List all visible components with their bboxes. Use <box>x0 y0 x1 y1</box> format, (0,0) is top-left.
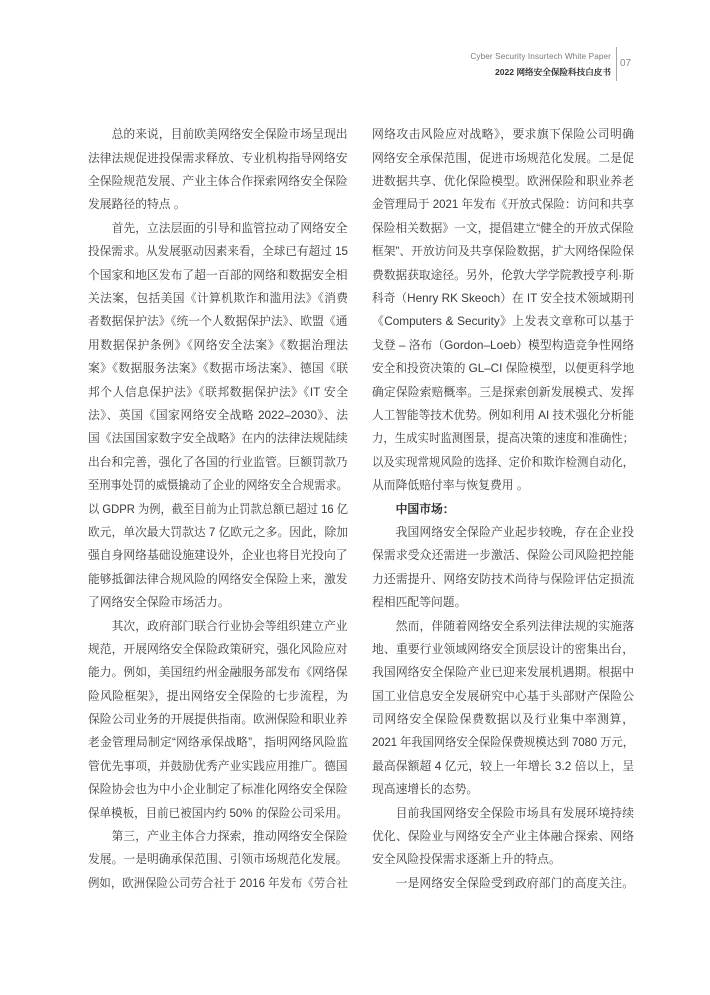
text-line <box>372 661 634 684</box>
text-line <box>372 123 634 146</box>
text-line <box>372 170 634 193</box>
text-line <box>372 544 634 567</box>
section-subheading <box>372 498 634 521</box>
line-text: 网络攻击风险应对战略》，要求旗下保险公司明确 <box>372 127 634 142</box>
line-text: 网络安全承保范围，促进市场规范化发展。二是促 <box>372 150 634 165</box>
running-header <box>470 51 611 79</box>
line-text: 科奇（Henry RK Skeoch）在 IT 安全技术领域期刊 <box>372 291 634 306</box>
text-line <box>372 591 634 614</box>
text-line <box>372 451 634 474</box>
line-text: 安全和投资决策的 GL–CI 保险模型，以便更科学地 <box>372 361 634 376</box>
text-line <box>372 287 634 310</box>
text-line <box>372 708 634 731</box>
text-line <box>88 217 348 240</box>
line-text: 金管理局于 2021 年发布《开放式保险：访问和共享 <box>372 197 634 212</box>
line-text: 投保需求。从发展驱动因素来看，全球已有超过 15 <box>88 244 348 259</box>
line-text: 目前我国网络安全保险市场具有发展环境持续 <box>395 805 634 820</box>
line-text: 进数据共享、优化保险模型。欧洲保险和职业养老 <box>372 174 634 189</box>
page-number: 07 <box>620 58 632 69</box>
line-text: 现高速增长的态势。 <box>372 782 479 797</box>
text-line <box>88 498 348 521</box>
text-line <box>88 755 348 778</box>
line-text: 司网络安全保险保费数据以及行业集中率测算， <box>372 712 634 727</box>
text-line <box>372 568 634 591</box>
text-line <box>372 193 634 216</box>
line-text: 最高保额超 4 亿元，较上一年增长 3.2 倍以上，呈 <box>372 758 634 773</box>
line-text: 欧元，单次最大罚款达 7 亿欧元之多。因此，除加 <box>88 524 348 539</box>
text-line <box>88 264 348 287</box>
line-text: 然而，伴随着网络安全系列法律法规的实施落 <box>395 618 634 633</box>
text-line <box>88 708 348 731</box>
line-text: 优化、保险业与网络安全产业主体融合探索、网络 <box>372 829 634 844</box>
text-line <box>88 661 348 684</box>
text-line <box>88 474 348 497</box>
text-line <box>88 381 348 404</box>
header-title-english: Cyber Security Insurtech White Paper <box>470 52 611 61</box>
text-line <box>88 591 348 614</box>
text-line <box>372 334 634 357</box>
line-text: 框架”、开放访问及共享保险数据，扩大网络保险保 <box>372 244 634 259</box>
text-line <box>88 778 348 801</box>
text-line <box>88 427 348 450</box>
text-line <box>372 825 634 848</box>
line-text: 出台和完善，强化了各国的行业监管。巨额罚款乃 <box>88 454 348 469</box>
paragraph <box>88 825 348 895</box>
line-text: 发展路径的特点 。 <box>88 197 186 212</box>
line-text: 力还需提升、网络安防技术尚待与保险评估定损流 <box>372 571 634 586</box>
right-column <box>372 123 634 895</box>
line-text: 管优先事项，并鼓励优秀产业实践应用推广。德国 <box>88 758 348 773</box>
text-line <box>372 615 634 638</box>
line-text: 能够抵御法律合规风险的网络安全保险上来，激发 <box>88 571 348 586</box>
text-line <box>372 848 634 871</box>
line-text: 以及实现常规风险的选择、定价和欺诈检测自动化， <box>372 454 634 469</box>
line-text: 一是网络安全保险受到政府部门的高度关注。 <box>395 875 634 890</box>
text-line <box>372 147 634 170</box>
text-line <box>88 334 348 357</box>
line-text: 关法案，包括美国《计算机欺诈和滥用法》《消费 <box>88 291 348 306</box>
line-text: 地、重要行业领域网络安全顶层设计的密集出台， <box>372 641 634 656</box>
text-line <box>88 848 348 871</box>
line-text: 人工智能等技术优势。例如利用 AI 技术强化分析能 <box>372 407 634 422</box>
line-text: 我国网络安全保险产业已迎来发展机遇期。根据中 <box>372 665 634 680</box>
header-divider <box>616 47 617 81</box>
text-line <box>372 802 634 825</box>
line-text: 中国市场： <box>395 501 455 516</box>
line-text: 邦个人信息保护法》《联邦数据保护法》《IT 安全 <box>88 384 348 399</box>
line-text: 案》《数据服务法案》《数据市场法案》、德国《联 <box>88 361 348 376</box>
text-line <box>88 802 348 825</box>
text-line <box>88 451 348 474</box>
line-text: 首先，立法层面的引导和监管拉动了网络安全 <box>111 220 348 235</box>
text-line <box>88 872 348 895</box>
text-line <box>372 310 634 333</box>
paragraph <box>372 872 634 895</box>
text-line <box>372 731 634 754</box>
line-text: 发展。一是明确承保范围、引领市场规范化发展。 <box>88 852 348 867</box>
text-line <box>372 427 634 450</box>
text-line <box>88 638 348 661</box>
text-line <box>88 240 348 263</box>
paragraph <box>88 123 348 217</box>
text-line <box>88 123 348 146</box>
line-text: 2021 年我国网络安全保险保费规模达到 7080 万元， <box>372 735 634 750</box>
text-line <box>88 404 348 427</box>
line-text: 老金管理局制定“网络承保战略”，指明网络风险监 <box>88 735 348 750</box>
line-text: 国工业信息安全发展研究中心基于头部财产保险公 <box>372 688 634 703</box>
line-text: 力，生成实时监测图景，提高决策的速度和准确性； <box>372 431 634 446</box>
text-line <box>88 147 348 170</box>
line-text: 国《法国国家数字安全战略》在内的法律法规陆续 <box>88 431 348 446</box>
line-text: 个国家和地区发布了超一百部的网络和数据安全相 <box>88 267 348 282</box>
line-text: 以 GDPR 为例，截至目前为止罚款总额已超过 16 亿 <box>88 501 348 516</box>
line-text: 全保险规范发展、产业主体合作探索网络安全保险 <box>88 174 348 189</box>
text-line <box>372 381 634 404</box>
line-text: 保险协会也为中小企业制定了标准化网络安全保险 <box>88 782 348 797</box>
paragraph <box>372 123 634 497</box>
text-line <box>88 731 348 754</box>
line-text: 第三，产业主体合力探索，推动网络安全保险 <box>111 829 348 844</box>
text-line <box>88 544 348 567</box>
text-line <box>372 498 634 521</box>
line-text: 总的来说，目前欧美网络安全保险市场呈现出 <box>111 127 348 142</box>
line-text: 确定保险索赔概率。三是探索创新发展模式、发挥 <box>372 384 634 399</box>
header-title-chinese: 2022 网络安全保险科技白皮书 <box>494 67 611 77</box>
text-line <box>88 521 348 544</box>
line-text: 用数据保护条例》《网络安全法案》《数据治理法 <box>88 337 348 352</box>
text-line <box>88 568 348 591</box>
paragraph <box>88 615 348 826</box>
text-line <box>372 240 634 263</box>
text-line <box>372 404 634 427</box>
line-text: 费数据获取途径。另外，伦敦大学学院教授亨利·斯 <box>372 267 634 282</box>
text-line <box>88 287 348 310</box>
text-line <box>372 217 634 240</box>
line-text: 安全风险投保需求逐渐上升的特点。 <box>372 852 561 867</box>
line-text: 例如，欧洲保险公司劳合社于 2016 年发布《劳合社 <box>88 875 348 890</box>
text-line <box>372 474 634 497</box>
text-line <box>88 825 348 848</box>
line-text: 保险相关数据》一文，提倡建立“健全的开放式保险 <box>372 220 634 235</box>
line-text: 保单模板，目前已被国内约 50% 的保险公司采用。 <box>88 805 348 820</box>
text-line <box>372 638 634 661</box>
line-text: 法》、英国《国家网络安全战略 2022–2030》、法 <box>88 407 348 422</box>
paragraph <box>88 217 348 615</box>
line-text: 其次，政府部门联合行业协会等组织建立产业 <box>111 618 348 633</box>
line-text: 者数据保护法》《统一个人数据保护法》、欧盟《通 <box>88 314 348 329</box>
line-text: 强自身网络基础设施建设外，企业也将目光投向了 <box>88 548 348 563</box>
text-line <box>88 685 348 708</box>
line-text: 我国网络安全保险产业起步较晚，存在企业投 <box>395 524 634 539</box>
text-line <box>88 357 348 380</box>
text-line <box>372 685 634 708</box>
text-line <box>88 615 348 638</box>
line-text: 至刑事处罚的威慑撬动了企业的网络安全合规需求。 <box>88 478 348 493</box>
line-text: 从而降低赔付率与恢复费用 。 <box>372 478 529 493</box>
text-line <box>88 310 348 333</box>
paragraph <box>372 521 634 615</box>
line-text: 保险公司业务的开展提供指南。欧洲保险和职业养 <box>88 712 348 727</box>
text-line <box>88 170 348 193</box>
text-line <box>372 872 634 895</box>
line-text: 法律法规促进投保需求释放、专业机构指导网络安 <box>88 150 348 165</box>
line-text: 了网络安全保险市场活力。 <box>88 595 230 610</box>
line-text: 规范，开展网络安全保险政策研究，强化风险应对 <box>88 641 348 656</box>
text-line <box>372 521 634 544</box>
line-text: 戈登 – 洛布（Gordon–Loeb）模型构造竞争性网络 <box>372 337 634 352</box>
text-line <box>372 264 634 287</box>
line-text: 能力。例如，美国纽约州金融服务部发布《网络保 <box>88 665 348 680</box>
left-column <box>88 123 348 895</box>
text-line <box>372 357 634 380</box>
line-text: 程相匹配等问题。 <box>372 595 467 610</box>
text-line <box>372 755 634 778</box>
line-text: 险风险框架》，提出网络安全保险的七步流程，为 <box>88 688 348 703</box>
paragraph <box>372 802 634 872</box>
line-text: 《Computers & Security》上发表文章称可以基于 <box>372 314 634 329</box>
text-line <box>88 193 348 216</box>
line-text: 保需求受众还需进一步激活、保险公司风险把控能 <box>372 548 634 563</box>
text-line <box>372 778 634 801</box>
paragraph <box>372 615 634 802</box>
